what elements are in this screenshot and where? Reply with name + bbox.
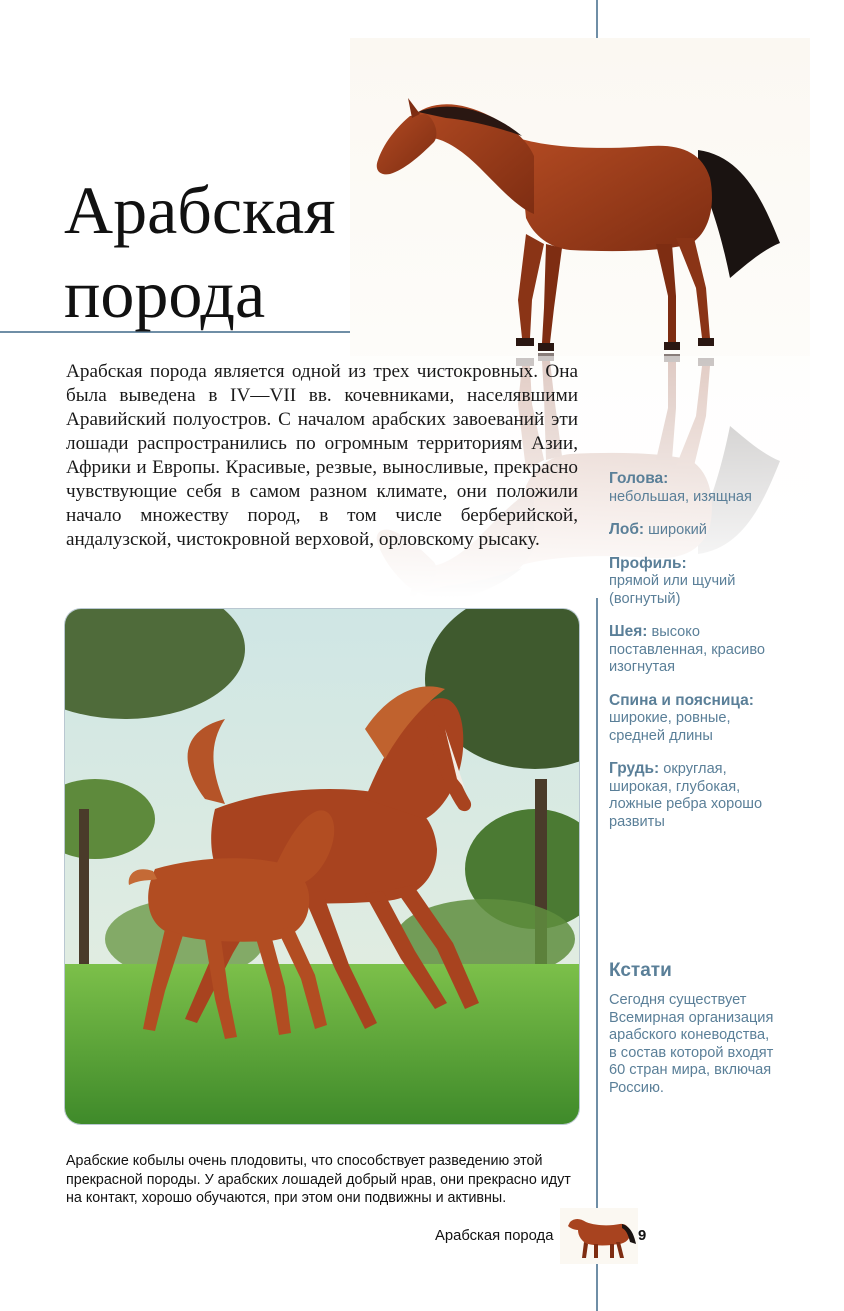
trait-label: Голова:	[609, 470, 669, 487]
trait-label: Грудь:	[609, 760, 660, 777]
footer-section-label: Арабская порода	[435, 1228, 554, 1244]
trait-profile	[609, 555, 789, 609]
trait-head	[609, 470, 789, 506]
trait-forehead	[609, 521, 789, 540]
page-title	[64, 168, 336, 336]
trait-text: широкий	[648, 522, 707, 538]
trait-label: Профиль:	[609, 554, 687, 572]
trait-text: небольшая, изящная	[609, 488, 752, 505]
kstati-text: Сегодня существует Всемирная организация арабского коневодства, в состав которой входят 60 стран мира, включая Россию.	[609, 992, 774, 1096]
photo-caption: Арабские кобылы очень плодовиты, что способствует разведению этой прекрасной породы. У арабских лошадей добрый нрав, они прекрасно идут на контакт, хорошо обучаются, при этом они подвижны и активны.	[66, 1153, 571, 1206]
trait-label: Шея:	[609, 623, 648, 640]
intro-paragraph: Арабская порода является одной из трех чистокровных. Она была выведена в IV—VII вв. кочевниками, населявшими Аравийский полуостров. С началом арабских завоеваний эти лошади распространились по огромным территориям Азии, Африки и Европы. Красивые, резвые, выносливые, прекрасно чувствующие себя в самом разном климате, они положили начало множеству пород, в том числе берберийской, андалузской, чистокровной верховой, орловскому рысаку.	[66, 361, 578, 550]
trait-text: широкие, ровные, средней длины	[609, 710, 731, 744]
trait-text: высоко поставленная, красиво изогнутая	[609, 624, 766, 675]
trait-label: Лоб:	[609, 521, 645, 538]
title-line-1: Арабская	[64, 172, 336, 248]
traits-list	[609, 470, 789, 846]
trait-label: Спина и поясница:	[609, 691, 754, 709]
footer-horse-icon	[560, 1208, 638, 1264]
trait-text: прямой или щучий (вогнутый)	[609, 573, 736, 607]
trait-chest	[609, 760, 789, 831]
kstati-heading: Кстати	[609, 960, 672, 981]
trait-neck	[609, 623, 789, 677]
mare-foal-photo	[65, 609, 579, 1124]
page-number: 9	[638, 1228, 647, 1244]
trait-back	[609, 692, 789, 746]
trait-text: округлая, широкая, глубокая, ложные ребра хорошо развиты	[609, 761, 763, 830]
title-line-2: порода	[64, 256, 266, 332]
